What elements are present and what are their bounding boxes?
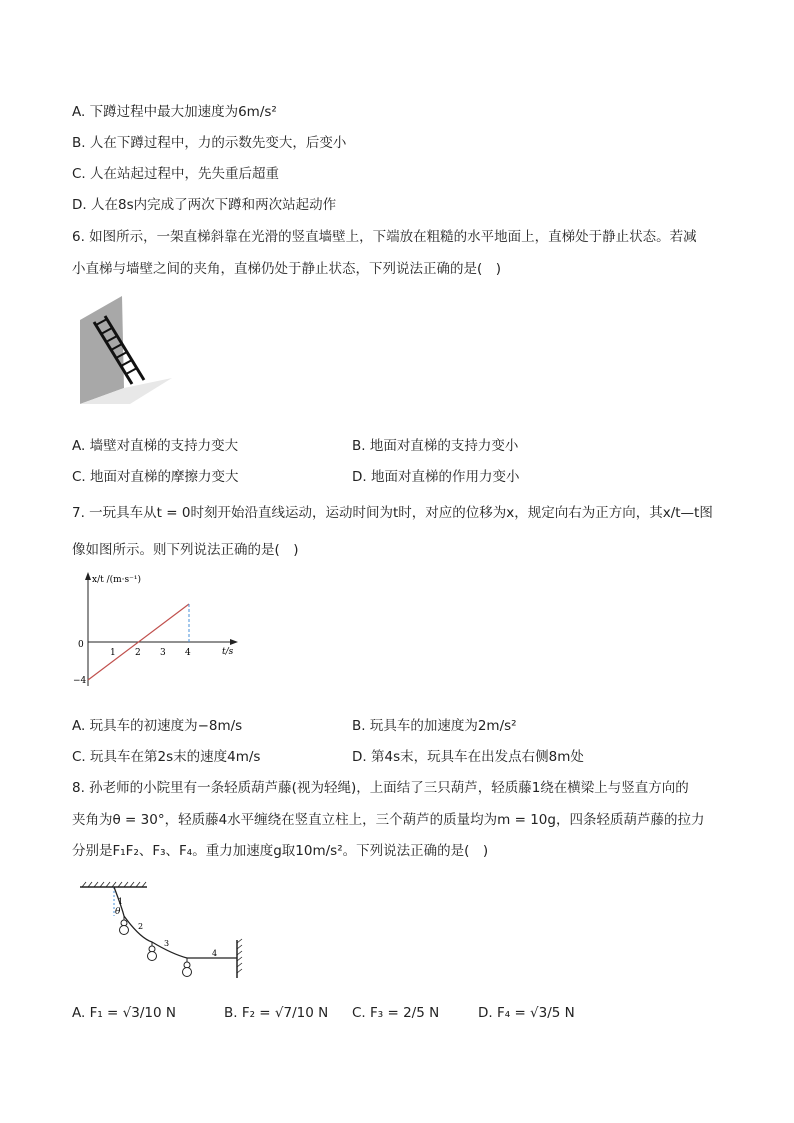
x-axis-label: t/s: [222, 647, 234, 657]
theta-label: θ: [115, 907, 121, 917]
q6-stem-line1: 6. 如图所示，一架直梯斜靠在光滑的竖直墙壁上，下端放在粗糙的水平地面上，直梯处于静止状态。若减: [72, 229, 697, 245]
x-tick-4: 4: [185, 648, 191, 658]
y-tick-neg4: −4: [73, 676, 87, 686]
vine-label-1: 1: [118, 897, 124, 906]
q8-option-a: A. F₁ = √3/10 N: [72, 1005, 176, 1021]
q8-option-d: D. F₄ = √3/5 N: [478, 1005, 575, 1021]
x-axis-arrow: [230, 639, 238, 645]
q7-stem-line2: 像如图所示。则下列说法正确的是( ): [72, 542, 299, 558]
gourd-icon-2: [148, 942, 157, 961]
q6-option-c: C. 地面对直梯的摩擦力变大: [72, 469, 239, 485]
q7-option-b: B. 玩具车的加速度为2m/s²: [352, 718, 517, 734]
x-tick-3: 3: [160, 648, 166, 658]
q8-stem-line3: 分别是F₁F₂、F₃、F₄。重力加速度g取10m/s²。下列说法正确的是( ): [72, 843, 489, 859]
vine-label-3: 3: [164, 939, 170, 948]
q5-option-c: C. 人在站起过程中，先失重后超重: [72, 166, 280, 182]
q5-option-b: B. 人在下蹲过程中，力的示数先变大，后变小: [72, 135, 347, 151]
q8-stem-line2: 夹角为θ = 30°，轻质藤4水平缠绕在竖直立柱上，三个葫芦的质量均为m = 10g，四条轻质葫芦藤的拉力: [72, 812, 705, 828]
q6-stem-line2: 小直梯与墙壁之间的夹角，直梯仍处于静止状态，下列说法正确的是( ): [72, 261, 502, 277]
vine-label-4: 4: [212, 949, 218, 958]
q8-option-b: B. F₂ = √7/10 N: [224, 1005, 329, 1021]
q5-option-a: A. 下蹲过程中最大加速度为6m/s²: [72, 104, 277, 120]
q6-option-d: D. 地面对直梯的作用力变小: [352, 469, 520, 485]
y-axis-label: x/t /(m·s⁻¹): [92, 575, 142, 585]
x-tick-2: 2: [135, 648, 141, 658]
x-tick-1: 1: [110, 648, 116, 658]
gourd-icon-1: [120, 916, 129, 935]
q6-option-a: A. 墙壁对直梯的支持力变大: [72, 438, 239, 454]
q7-option-d: D. 第4s末，玩具车在出发点右侧8m处: [352, 749, 584, 765]
ladder-figure: [72, 292, 182, 417]
q6-option-b: B. 地面对直梯的支持力变小: [352, 438, 519, 454]
q8-option-c: C. F₃ = 2/5 N: [352, 1005, 440, 1021]
q7-option-c: C. 玩具车在第2s末的速度4m/s: [72, 749, 261, 765]
y-axis-arrow: [85, 572, 91, 580]
xt-graph: [72, 568, 247, 696]
q7-option-a: A. 玩具车的初速度为−8m/s: [72, 718, 243, 734]
vine: [114, 887, 237, 958]
gourd-icon-3: [183, 958, 192, 977]
origin-label: 0: [78, 640, 84, 650]
q8-stem-line1: 8. 孙老师的小院里有一条轻质葫芦藤(视为轻绳)，上面结了三只葫芦，轻质藤1绕在横梁上与竖直方向的: [72, 780, 689, 796]
gourd-vine-figure: [72, 880, 252, 984]
wall-shape: [80, 296, 124, 404]
q7-stem-line1: 7. 一玩具车从t = 0时刻开始沿直线运动，运动时间为t时，对应的位移为x，规定向右为正方向，其x/t—t图: [72, 505, 713, 521]
q5-option-d: D. 人在8s内完成了两次下蹲和两次站起动作: [72, 197, 337, 213]
vine-label-2: 2: [138, 922, 144, 931]
